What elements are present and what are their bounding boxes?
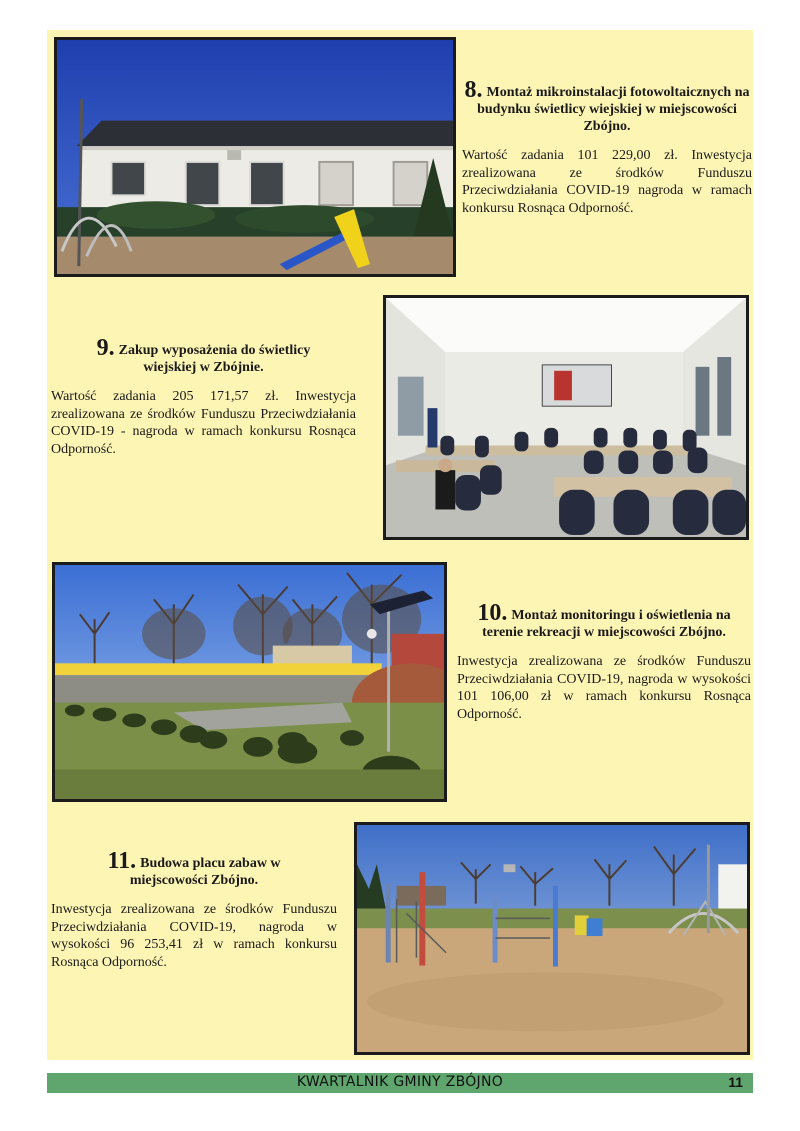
section-9	[51, 335, 356, 458]
section-8-body: Wartość zadania 101 229,00 zł. Inwestycja zrealizowana ze środków Funduszu Przeciwdziałania COVID-19 nagroda w ramach konkursu Rosnąca Odporność.	[462, 148, 752, 216]
footer-bar	[47, 1073, 753, 1093]
section-8-title: 8. Montaż mikroinstalacji fotowoltaicznych na budynku świetlicy wiejskiej w miejscowości Zbójno.	[464, 77, 750, 134]
section-10-body: Inwestycja zrealizowana ze środków Funduszu Przeciwdziałania COVID-19, nagroda w wysokości 101 106,00 zł w ramach konkursu Rosnąca Odporność.	[457, 654, 751, 722]
section-11-title: 11. Budowa placu zabaw w miejscowości Zbójno.	[107, 848, 281, 888]
section-9-number: 9.	[96, 335, 115, 361]
section-11	[51, 848, 337, 971]
section-11-number: 11.	[107, 848, 137, 874]
footer-title: KWARTALNIK GMINY ZBÓJNO	[296, 1074, 504, 1090]
section-8-number: 8.	[464, 77, 483, 103]
page-number: 11	[728, 1074, 743, 1090]
section-11-body: Inwestycja zrealizowana ze środków Funduszu Przeciwdziałania COVID-19, nagroda w wysokości 96 253,41 zł w ramach konkursu Rosnąca Odporność.	[51, 902, 337, 970]
photo-recreation-area	[52, 562, 447, 802]
section-10	[457, 600, 751, 723]
photo-hall-interior	[383, 295, 749, 540]
section-8	[462, 77, 752, 217]
section-9-body: Wartość zadania 205 171,57 zł. Inwestycja zrealizowana ze środków Funduszu Przeciwdziałania COVID-19 - nagroda w ramach konkursu Rosnąca Odporność.	[51, 389, 356, 457]
section-9-title: 9. Zakup wyposażenia do świetlicy wiejskiej w Zbójnie.	[96, 335, 311, 375]
photo-playground	[354, 822, 750, 1055]
photo-community-hall	[54, 37, 456, 277]
section-10-title: 10. Montaż monitoringu i oświetlenia na terenie rekreacji w miejscowości Zbójno.	[477, 600, 731, 640]
section-10-number: 10.	[477, 600, 508, 626]
